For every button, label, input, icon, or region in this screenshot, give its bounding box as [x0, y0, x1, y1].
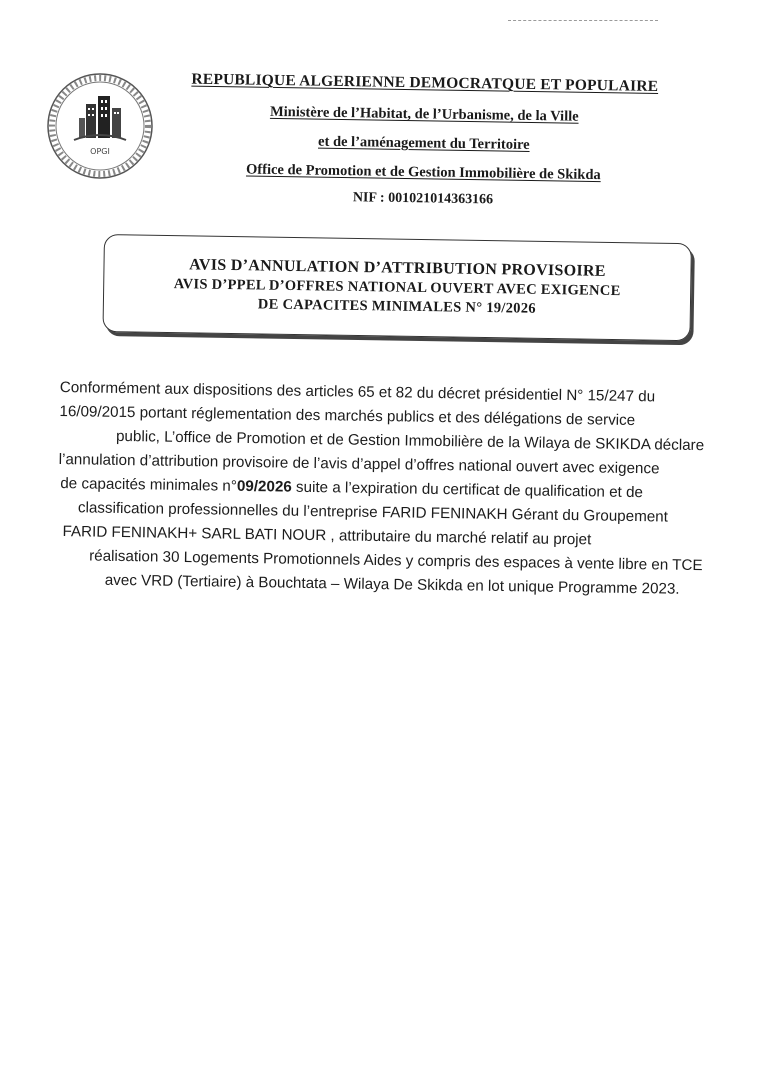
- ministry-heading-line1: Ministère de l’Habitat, de l’Urbanisme, de la Ville: [269, 103, 579, 125]
- svg-text:OPGI: OPGI: [90, 147, 110, 156]
- body-line: 16/09/2015 portant réglementation des marchés publics et des délégations de service: [59, 402, 636, 430]
- scan-artifact-line: [508, 20, 658, 21]
- notice-title-box: [102, 234, 691, 341]
- body-line: public, L’office de Promotion et de Gestion Immobilière de la Wilaya de SKIKDA déclare: [115, 427, 705, 455]
- country-heading: REPUBLIQUE ALGERIENNE DEMOCRATQUE ET POPULAIRE: [191, 70, 659, 95]
- body-line-suffix: suite a l’expiration du certificat de qualification et de: [291, 478, 644, 502]
- notice-title-line3: DE CAPACITES MINIMALES N° 19/2026: [257, 296, 537, 317]
- nif-number: NIF : 001021014363166: [352, 190, 494, 208]
- office-heading: Office de Promotion et de Gestion Immobilière de Skikda: [245, 161, 601, 184]
- body-line: réalisation 30 Logements Promotionnels Aides y compris des espaces à vente libre en TCE: [89, 547, 703, 575]
- notice-title-line2: AVIS D’PPEL D’OFFRES NATIONAL OUVERT AVEC EXIGENCE: [173, 276, 621, 300]
- body-line-prefix: de capacités minimales n°: [60, 475, 238, 495]
- ministry-heading-line2: et de l’aménagement du Territoire: [317, 133, 530, 153]
- notice-title-line1: AVIS D’ANNULATION D’ATTRIBUTION PROVISOIRE: [189, 256, 606, 280]
- notice-body: [57, 376, 720, 602]
- body-line: l’annulation d’attribution provisoire de l’avis d’appel d’offres national ouvert avec exigence: [58, 450, 660, 478]
- opgi-seal-logo: [44, 70, 156, 182]
- opgi-seal-icon: [44, 70, 156, 182]
- body-line: avec VRD (Tertiaire) à Bouchtata – Wilaya De Skikda en lot unique Programme 2023.: [104, 571, 680, 598]
- letterhead: [148, 70, 660, 211]
- body-line: classification professionnelles du l’entreprise FARID FENINAKH Gérant du Groupement: [77, 499, 669, 526]
- tender-number: 09/2026: [236, 477, 292, 496]
- body-line: Conformément aux dispositions des articles 65 et 82 du décret présidentiel N° 15/247 du: [59, 378, 656, 406]
- body-line: FARID FENINAKH+ SARL BATI NOUR , attributaire du marché relatif au projet: [62, 523, 592, 549]
